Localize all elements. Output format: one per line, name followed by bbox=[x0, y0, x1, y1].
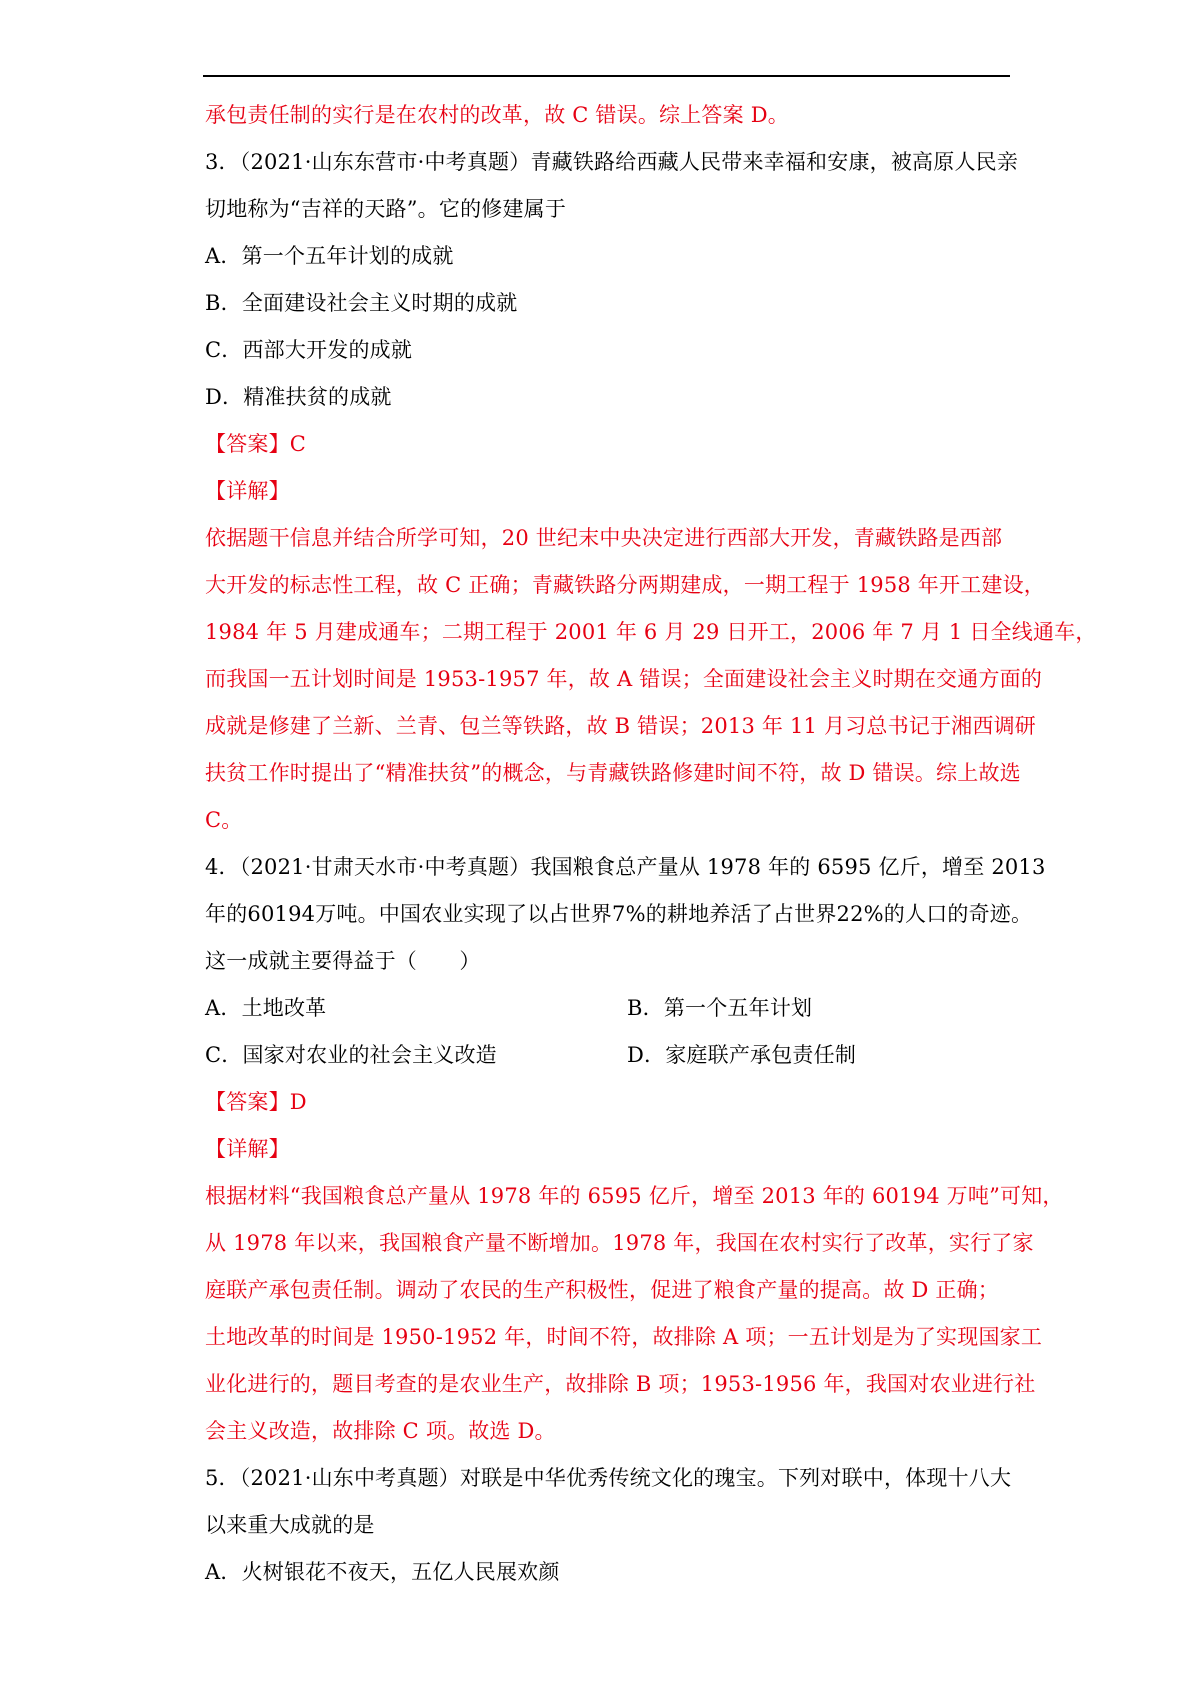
q3-detail-label: 【详解】 bbox=[205, 479, 290, 503]
q4-stem-line-2: 年的60194万吨。中国农业实现了以占世界7%的耕地养活了占世界22%的人口的奇迹。 bbox=[205, 902, 1033, 926]
q3-answer: 【答案】C bbox=[205, 432, 307, 456]
q3-detail-line-6: 扶贫工作时提出了“精准扶贫”的概念，与青藏铁路修建时间不符，故 D 错误。综上故选 bbox=[205, 761, 1021, 785]
q3-detail-line-7: C。 bbox=[205, 808, 243, 832]
prev-explanation-tail: 承包责任制的实行是在农村的改革，故 C 错误。综上答案 D。 bbox=[205, 103, 789, 127]
q4-option-c: C．国家对农业的社会主义改造 bbox=[205, 1043, 497, 1067]
q5-option-a: A．火树银花不夜天，五亿人民展欢颜 bbox=[205, 1560, 560, 1584]
q4-detail-label: 【详解】 bbox=[205, 1137, 290, 1161]
q4-detail-line-3: 庭联产承包责任制。调动了农民的生产积极性，促进了粮食产量的提高。故 D 正确； bbox=[205, 1278, 999, 1302]
q4-stem-line-3: 这一成就主要得益于（ ） bbox=[205, 949, 481, 973]
q3-detail-line-3: 1984 年 5 月建成通车；二期工程于 2001 年 6 月 29 日开工，2006 年 7 月 1 日全线通车， bbox=[205, 620, 1097, 644]
q4-stem-line-1: 4．（2021·甘肃天水市·中考真题）我国粮食总产量从 1978 年的 6595 亿斤，增至 2013 bbox=[205, 855, 1046, 879]
q5-stem-line-2: 以来重大成就的是 bbox=[205, 1513, 375, 1537]
q3-stem-line-1: 3．（2021·山东东营市·中考真题）青藏铁路给西藏人民带来幸福和安康，被高原人民亲 bbox=[205, 150, 1019, 174]
q4-option-a: A．土地改革 bbox=[205, 996, 327, 1020]
q4-option-d: D．家庭联产承包责任制 bbox=[627, 1043, 857, 1067]
q3-detail-line-4: 而我国一五计划时间是 1953-1957 年，故 A 错误；全面建设社会主义时期在交通方面的 bbox=[205, 667, 1043, 691]
q4-detail-line-4: 土地改革的时间是 1950-1952 年，时间不符，故排除 A 项；一五计划是为了实现国家工 bbox=[205, 1325, 1043, 1349]
q3-option-d: D．精准扶贫的成就 bbox=[205, 385, 392, 409]
q3-option-c: C．西部大开发的成就 bbox=[205, 338, 413, 362]
q3-detail-line-1: 依据题干信息并结合所学可知，20 世纪末中央决定进行西部大开发，青藏铁路是西部 bbox=[205, 526, 1003, 550]
header-rule bbox=[203, 75, 1010, 77]
q4-answer: 【答案】D bbox=[205, 1090, 307, 1114]
q4-detail-line-1: 根据材料“我国粮食总产量从 1978 年的 6595 亿斤，增至 2013 年的 60194 万吨”可知， bbox=[205, 1184, 1064, 1208]
q4-detail-line-6: 会主义改造，故排除 C 项。故选 D。 bbox=[205, 1419, 556, 1443]
q4-option-b: B．第一个五年计划 bbox=[627, 996, 813, 1020]
q3-stem-line-2: 切地称为“吉祥的天路”。它的修建属于 bbox=[205, 197, 567, 221]
q3-detail-line-2: 大开发的标志性工程，故 C 正确；青藏铁路分两期建成，一期工程于 1958 年开工建设， bbox=[205, 573, 1046, 597]
q4-detail-line-5: 业化进行的，题目考查的是农业生产，故排除 B 项；1953-1956 年，我国对农业进行社 bbox=[205, 1372, 1036, 1396]
q3-option-b: B．全面建设社会主义时期的成就 bbox=[205, 291, 518, 315]
q4-detail-line-2: 从 1978 年以来，我国粮食产量不断增加。1978 年，我国在农村实行了改革，实行了家 bbox=[205, 1231, 1034, 1255]
q3-option-a: A．第一个五年计划的成就 bbox=[205, 244, 454, 268]
q5-stem-line-1: 5．（2021·山东中考真题）对联是中华优秀传统文化的瑰宝。下列对联中，体现十八大 bbox=[205, 1466, 1012, 1490]
q3-detail-line-5: 成就是修建了兰新、兰青、包兰等铁路，故 B 错误；2013 年 11 月习总书记于湘西调研 bbox=[205, 714, 1036, 738]
